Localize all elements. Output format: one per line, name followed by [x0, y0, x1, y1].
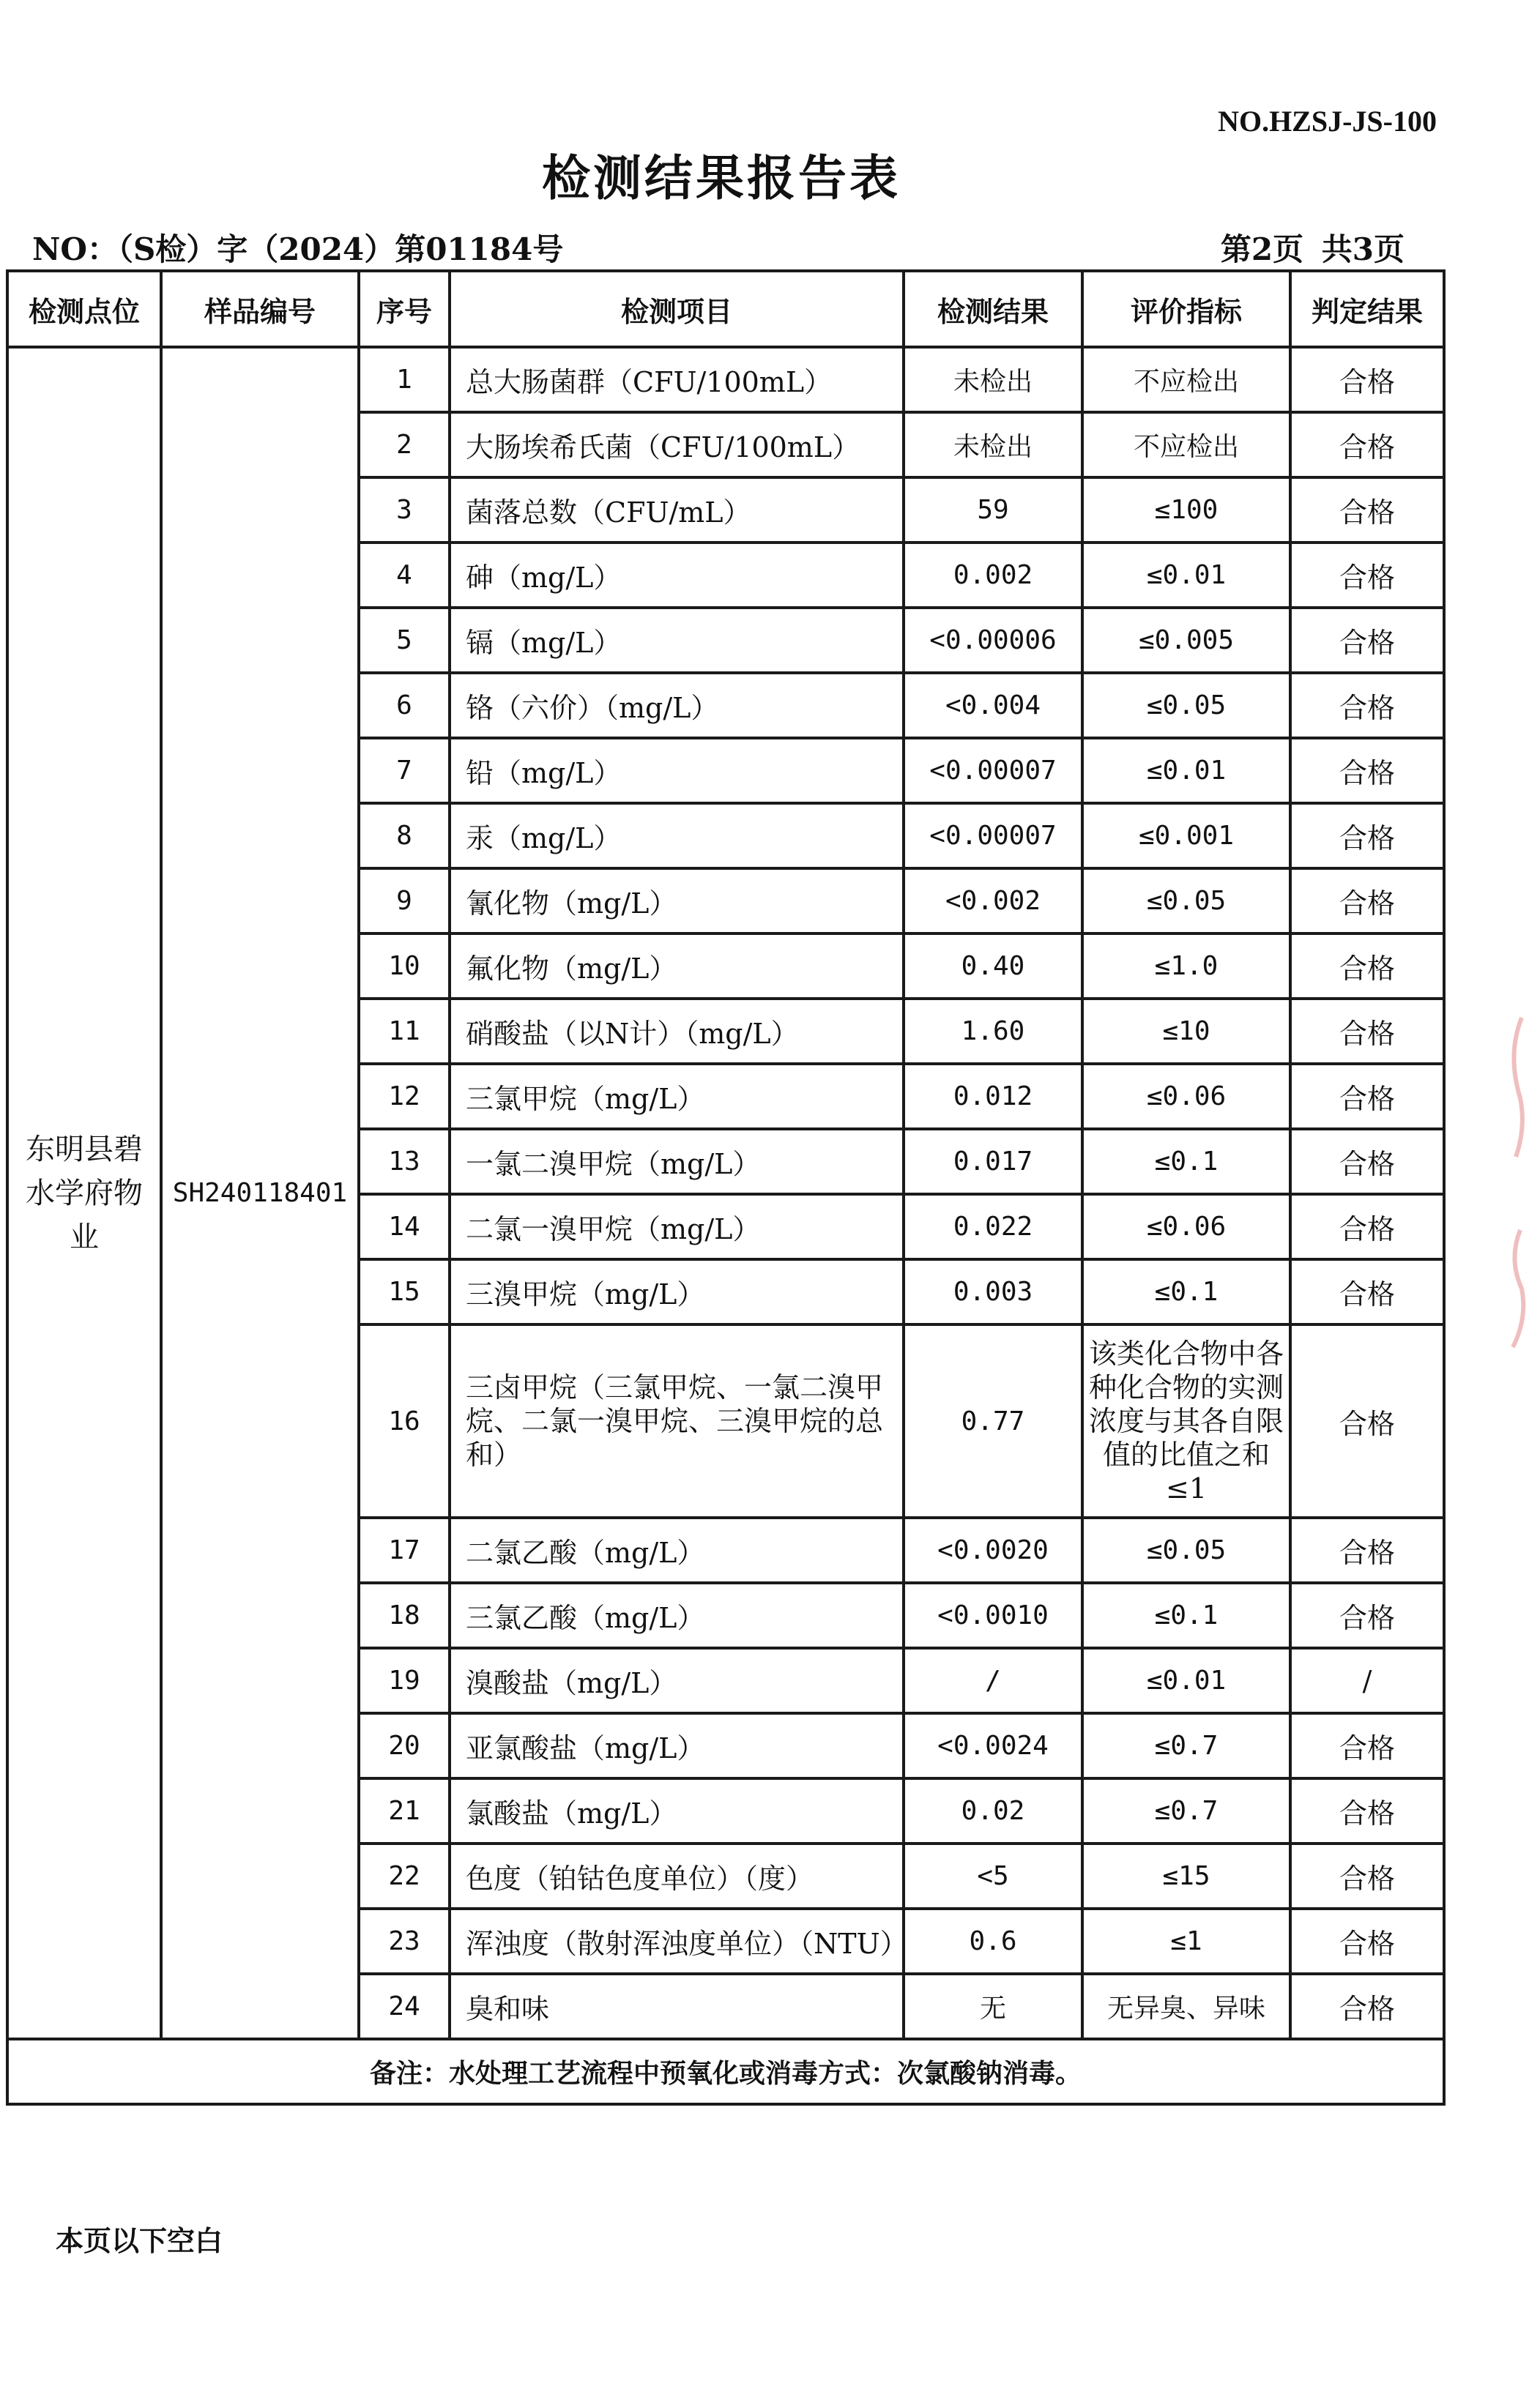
header-sample-no: 样品编号: [161, 271, 359, 347]
seq-cell: 7: [359, 738, 450, 803]
result-cell: <0.0020: [904, 1518, 1082, 1583]
item-cell: 菌落总数（CFU/mL）: [450, 477, 904, 543]
seq-cell: 12: [359, 1064, 450, 1129]
result-cell: 0.77: [904, 1324, 1082, 1518]
results-table: [6, 269, 1446, 2106]
seq-cell: 4: [359, 543, 450, 608]
limit-cell: ≤0.7: [1082, 1713, 1290, 1778]
judgement-cell: 合格: [1290, 347, 1444, 412]
limit-cell: 不应检出: [1082, 347, 1290, 412]
seq-cell: 13: [359, 1129, 450, 1194]
result-cell: <0.00006: [904, 608, 1082, 673]
limit-cell: ≤100: [1082, 477, 1290, 543]
header-item: 检测项目: [450, 271, 904, 347]
limit-cell: ≤1.0: [1082, 933, 1290, 999]
item-cell: 氟化物（mg/L）: [450, 933, 904, 999]
limit-cell: ≤0.05: [1082, 868, 1290, 933]
item-cell: 三氯甲烷（mg/L）: [450, 1064, 904, 1129]
sample-no-cell: SH240118401: [161, 347, 359, 2039]
seq-cell: 20: [359, 1713, 450, 1778]
item-cell: 硝酸盐（以N计）（mg/L）: [450, 999, 904, 1064]
seq-cell: 16: [359, 1324, 450, 1518]
seq-cell: 9: [359, 868, 450, 933]
report-number: NO：（S检）字（2024）第01184号: [32, 231, 564, 267]
location-cell: 东明县碧水学府物业: [7, 347, 161, 2039]
limit-cell: 无异臭、异味: [1082, 1974, 1290, 2039]
limit-cell: ≤0.05: [1082, 1518, 1290, 1583]
page-current: 第2页: [1220, 231, 1304, 267]
seq-cell: 18: [359, 1583, 450, 1648]
limit-cell: ≤0.01: [1082, 1648, 1290, 1713]
judgement-cell: 合格: [1290, 673, 1444, 738]
seq-cell: 22: [359, 1844, 450, 1909]
item-cell: 汞（mg/L）: [450, 803, 904, 868]
judgement-cell: 合格: [1290, 1583, 1444, 1648]
seq-cell: 23: [359, 1909, 450, 1974]
judgement-cell: 合格: [1290, 933, 1444, 999]
limit-cell: 不应检出: [1082, 412, 1290, 477]
result-cell: /: [904, 1648, 1082, 1713]
limit-cell: ≤0.7: [1082, 1778, 1290, 1844]
limit-cell: ≤0.005: [1082, 608, 1290, 673]
item-cell: 浑浊度（散射浑浊度单位）（NTU）: [450, 1909, 904, 1974]
page-title: 检测结果报告表: [542, 149, 901, 206]
result-cell: <0.0024: [904, 1713, 1082, 1778]
item-cell: 总大肠菌群（CFU/100mL）: [450, 347, 904, 412]
result-cell: 0.002: [904, 543, 1082, 608]
limit-cell: ≤0.1: [1082, 1583, 1290, 1648]
result-cell: 未检出: [904, 412, 1082, 477]
item-cell: 二氯一溴甲烷（mg/L）: [450, 1194, 904, 1259]
seq-cell: 8: [359, 803, 450, 868]
seq-cell: 3: [359, 477, 450, 543]
seq-cell: 14: [359, 1194, 450, 1259]
judgement-cell: 合格: [1290, 1194, 1444, 1259]
table-header-row: [7, 271, 1444, 347]
limit-cell: ≤0.001: [1082, 803, 1290, 868]
result-cell: 0.003: [904, 1259, 1082, 1324]
seq-cell: 1: [359, 347, 450, 412]
item-cell: 三氯乙酸（mg/L）: [450, 1583, 904, 1648]
result-cell: 0.017: [904, 1129, 1082, 1194]
seq-cell: 2: [359, 412, 450, 477]
limit-cell: ≤0.06: [1082, 1194, 1290, 1259]
header-seq: 序号: [359, 271, 450, 347]
seq-cell: 15: [359, 1259, 450, 1324]
result-cell: <0.00007: [904, 803, 1082, 868]
document-code: NO.HZSJ-JS-100: [1218, 105, 1437, 138]
seq-cell: 6: [359, 673, 450, 738]
limit-cell: ≤0.01: [1082, 738, 1290, 803]
judgement-cell: 合格: [1290, 477, 1444, 543]
header-result: 检测结果: [904, 271, 1082, 347]
result-cell: <5: [904, 1844, 1082, 1909]
judgement-cell: /: [1290, 1648, 1444, 1713]
seq-cell: 24: [359, 1974, 450, 2039]
judgement-cell: 合格: [1290, 999, 1444, 1064]
result-cell: 0.02: [904, 1778, 1082, 1844]
seq-cell: 10: [359, 933, 450, 999]
result-cell: 0.012: [904, 1064, 1082, 1129]
item-cell: 砷（mg/L）: [450, 543, 904, 608]
item-cell: 二氯乙酸（mg/L）: [450, 1518, 904, 1583]
result-cell: 0.6: [904, 1909, 1082, 1974]
item-cell: 铬（六价）（mg/L）: [450, 673, 904, 738]
result-cell: 0.022: [904, 1194, 1082, 1259]
result-cell: <0.004: [904, 673, 1082, 738]
item-cell: 镉（mg/L）: [450, 608, 904, 673]
judgement-cell: 合格: [1290, 1324, 1444, 1518]
footer-text: 本页以下空白: [56, 2224, 223, 2257]
result-cell: 1.60: [904, 999, 1082, 1064]
header-limit: 评价指标: [1082, 271, 1290, 347]
header-judgement: 判定结果: [1290, 271, 1444, 347]
judgement-cell: 合格: [1290, 1518, 1444, 1583]
item-cell: 氰化物（mg/L）: [450, 868, 904, 933]
limit-cell: ≤15: [1082, 1844, 1290, 1909]
limit-cell: ≤0.05: [1082, 673, 1290, 738]
judgement-cell: 合格: [1290, 608, 1444, 673]
judgement-cell: 合格: [1290, 1778, 1444, 1844]
seq-cell: 19: [359, 1648, 450, 1713]
result-cell: <0.00007: [904, 738, 1082, 803]
seq-cell: 5: [359, 608, 450, 673]
judgement-cell: 合格: [1290, 1259, 1444, 1324]
limit-cell: ≤1: [1082, 1909, 1290, 1974]
table-row: [7, 347, 1444, 412]
seq-cell: 11: [359, 999, 450, 1064]
result-cell: <0.0010: [904, 1583, 1082, 1648]
result-cell: 0.40: [904, 933, 1082, 999]
item-cell: 亚氯酸盐（mg/L）: [450, 1713, 904, 1778]
result-cell: <0.002: [904, 868, 1082, 933]
judgement-cell: 合格: [1290, 1129, 1444, 1194]
limit-cell: ≤0.06: [1082, 1064, 1290, 1129]
item-cell: 铅（mg/L）: [450, 738, 904, 803]
page-info: [1213, 225, 1405, 269]
judgement-cell: 合格: [1290, 412, 1444, 477]
stamp-edge: [1500, 1010, 1529, 1376]
judgement-cell: 合格: [1290, 738, 1444, 803]
judgement-cell: 合格: [1290, 543, 1444, 608]
judgement-cell: 合格: [1290, 1064, 1444, 1129]
result-cell: 未检出: [904, 347, 1082, 412]
note: 备注：水处理工艺流程中预氧化或消毒方式：次氯酸钠消毒。: [7, 2039, 1444, 2104]
judgement-cell: 合格: [1290, 803, 1444, 868]
item-cell: 三溴甲烷（mg/L）: [450, 1259, 904, 1324]
limit-cell: ≤0.01: [1082, 543, 1290, 608]
item-cell: 臭和味: [450, 1974, 904, 2039]
judgement-cell: 合格: [1290, 1909, 1444, 1974]
limit-cell: ≤10: [1082, 999, 1290, 1064]
item-cell: 色度（铂钴色度单位）（度）: [450, 1844, 904, 1909]
result-cell: 无: [904, 1974, 1082, 2039]
seq-cell: 21: [359, 1778, 450, 1844]
page-total: 共3页: [1321, 231, 1405, 267]
seq-cell: 17: [359, 1518, 450, 1583]
result-cell: 59: [904, 477, 1082, 543]
item-cell: 氯酸盐（mg/L）: [450, 1778, 904, 1844]
header-location: 检测点位: [7, 271, 161, 347]
item-cell: 大肠埃希氏菌（CFU/100mL）: [450, 412, 904, 477]
limit-cell: 该类化合物中各种化合物的实测浓度与其各自限值的比值之和≤1: [1082, 1324, 1290, 1518]
judgement-cell: 合格: [1290, 1844, 1444, 1909]
judgement-cell: 合格: [1290, 1713, 1444, 1778]
judgement-cell: 合格: [1290, 868, 1444, 933]
item-cell: 一氯二溴甲烷（mg/L）: [450, 1129, 904, 1194]
judgement-cell: 合格: [1290, 1974, 1444, 2039]
limit-cell: ≤0.1: [1082, 1129, 1290, 1194]
item-cell: 三卤甲烷（三氯甲烷、一氯二溴甲烷、二氯一溴甲烷、三溴甲烷的总和）: [450, 1324, 904, 1518]
limit-cell: ≤0.1: [1082, 1259, 1290, 1324]
item-cell: 溴酸盐（mg/L）: [450, 1648, 904, 1713]
